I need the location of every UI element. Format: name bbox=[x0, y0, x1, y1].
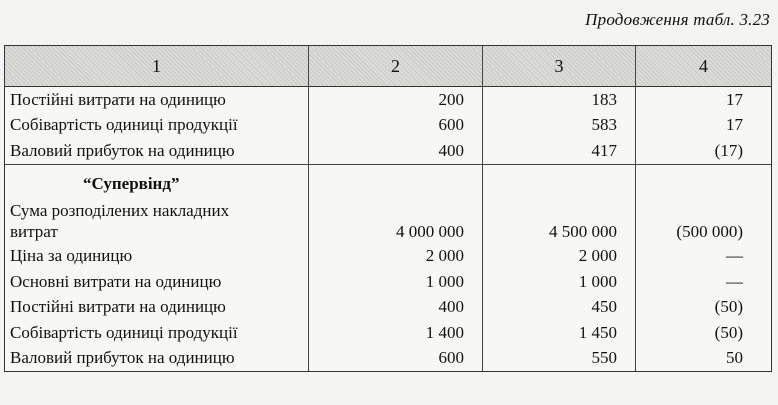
table-row-label: Ціна за одиницю bbox=[10, 246, 133, 266]
table-cell: 550 bbox=[591, 348, 617, 368]
table-caption: Продовження табл. 3.23 bbox=[585, 10, 770, 29]
table-row-label: Собівартість одиниці продукції bbox=[10, 322, 238, 342]
table-cell: 17 bbox=[726, 89, 743, 109]
table-cell: 600 bbox=[438, 348, 464, 368]
table-cell: 4 500 000 bbox=[549, 221, 617, 241]
table-cell: 50 bbox=[726, 348, 743, 368]
table-cell: (17) bbox=[714, 140, 743, 160]
table-cell: — bbox=[726, 246, 743, 266]
table-cell: 400 bbox=[438, 297, 464, 317]
table-cell: 450 bbox=[591, 297, 617, 317]
table-body bbox=[5, 87, 771, 371]
table-cell: 600 bbox=[438, 115, 464, 135]
table-row-label: Валовий прибуток на одиницю bbox=[10, 348, 235, 368]
table-cell: (50) bbox=[714, 322, 743, 342]
table-cell: 17 bbox=[726, 115, 743, 135]
section-title: “Супервінд” bbox=[5, 164, 308, 198]
table-cell: 200 bbox=[438, 89, 464, 109]
col-2 bbox=[309, 87, 483, 371]
table-cell: 583 bbox=[591, 115, 617, 135]
data-table bbox=[4, 45, 772, 372]
header-col-2: 2 bbox=[309, 46, 483, 86]
table-row-label: Основні витрати на одиницю bbox=[10, 271, 222, 291]
table-cell: 1 000 bbox=[578, 271, 617, 291]
header-col-3: 3 bbox=[483, 46, 636, 86]
table-cell: 2 000 bbox=[578, 246, 617, 266]
table-header bbox=[5, 46, 771, 87]
table-cell: 1 450 bbox=[578, 322, 617, 342]
table-cell: 417 bbox=[591, 140, 617, 160]
header-col-4: 4 bbox=[699, 55, 708, 76]
table-row-label: Постійні витрати на одиницю bbox=[10, 89, 226, 109]
table-cell: 183 bbox=[591, 89, 617, 109]
table-cell: 4 000 000 bbox=[396, 221, 464, 241]
table-cell: 1 000 bbox=[425, 271, 464, 291]
table-row-label: Постійні витрати на одиницю bbox=[10, 297, 226, 317]
overhead-label-line2: витрат bbox=[10, 221, 58, 241]
header-col-1: 1 bbox=[5, 46, 309, 86]
table-cell: (500 000) bbox=[676, 221, 743, 241]
table-row-label: Собівартість одиниці продукції bbox=[10, 115, 238, 135]
table-row-label: Валовий прибуток на одиницю bbox=[10, 140, 235, 160]
table-cell: 400 bbox=[438, 140, 464, 160]
table-cell: — bbox=[726, 271, 743, 291]
table-cell-empty bbox=[309, 164, 482, 198]
table-cell-empty bbox=[636, 164, 771, 198]
table-cell-empty bbox=[483, 164, 635, 198]
label-column bbox=[5, 87, 309, 371]
col-4 bbox=[636, 87, 771, 371]
overhead-label-line1: Сума розподілених накладних bbox=[10, 200, 230, 220]
table-cell: 2 000 bbox=[425, 246, 464, 266]
table-cell: 1 400 bbox=[425, 322, 464, 342]
table-row-label bbox=[5, 198, 308, 244]
col-3 bbox=[483, 87, 636, 371]
table-cell: (50) bbox=[714, 297, 743, 317]
